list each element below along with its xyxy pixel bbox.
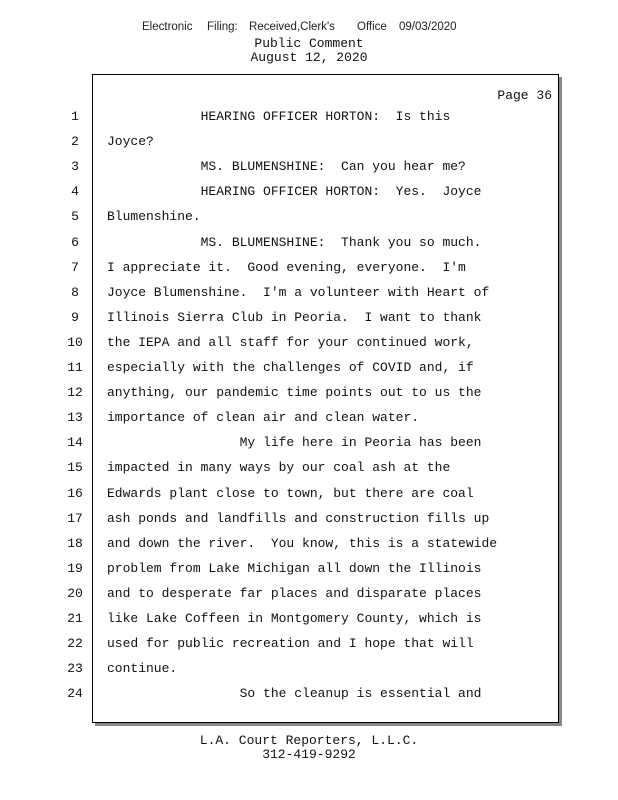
transcript-line-text: anything, our pandemic time points out to us the [107,385,482,401]
footer-company: L.A. Court Reporters, L.L.C. [199,733,419,748]
line-number: 18 [67,535,83,551]
transcript-line-text: impacted in many ways by our coal ash at the [107,460,451,476]
transcript-line-text: used for public recreation and I hope that will [107,636,474,652]
transcript-line-text: I appreciate it. Good evening, everyone. I'm [107,259,466,275]
transcript-line-text: the IEPA and all staff for your continued work, [107,334,474,350]
line-number: 8 [71,284,79,300]
line-number: 24 [67,686,83,702]
line-number: 11 [67,360,83,375]
line-number: 10 [67,334,83,350]
line-number: 4 [71,184,79,200]
transcript-line-text: MS. BLUMENSHINE: Can you hear me? [107,159,466,175]
line-number: 15 [67,460,83,476]
stamp-received: Received,Clerk's [249,21,335,33]
transcript-line-text: and down the river. You know, this is a statewide [107,535,498,551]
transcript-line-text: and to desperate far places and disparate places [107,585,482,601]
transcript-line-text: importance of clean air and clean water. [107,410,420,426]
line-number: 7 [71,259,79,275]
line-number: 14 [67,435,83,451]
header-title: Public Comment [254,36,364,51]
transcript-line-text: continue. [107,661,178,677]
transcript-line-text: Joyce Blumenshine. I'm a volunteer with Heart of [107,284,490,300]
header-date: August 12, 2020 [250,50,368,65]
transcript-line-text: MS. BLUMENSHINE: Thank you so much. [107,234,482,250]
line-number: 19 [67,560,83,576]
line-number: 2 [71,134,79,150]
transcript-line-text: ash ponds and landfills and construction fills up [107,510,490,526]
line-number: 17 [67,510,83,526]
transcript-line-text: like Lake Coffeen in Montgomery County, which is [107,611,482,626]
line-number: 9 [71,309,79,325]
line-number: 23 [67,661,83,677]
line-number: 6 [71,234,79,250]
line-number: 20 [67,585,83,601]
transcript-line-text: HEARING OFFICER HORTON: Yes. Joyce [107,184,482,200]
transcript-line-text: problem from Lake Michigan all down the Illinois [107,560,482,576]
stamp-date: 09/03/2020 [399,21,457,33]
line-number: 5 [71,209,79,225]
line-number: 3 [71,159,79,175]
line-number: 13 [67,410,83,426]
transcript-line-text: Edwards plant close to town, but there are coal [107,485,474,501]
transcript-line-text: Illinois Sierra Club in Peoria. I want to thank [107,309,482,325]
footer-phone: 312-419-9292 [262,747,356,762]
transcript-line-text: So the cleanup is essential and [107,686,482,702]
line-number: 22 [67,636,83,652]
transcript-line-text: Blumenshine. [107,209,201,225]
line-number: 1 [71,109,79,124]
transcript-line-text: Joyce? [107,134,154,150]
line-number: 21 [67,611,83,626]
transcript-line-text: HEARING OFFICER HORTON: Is this [107,109,451,124]
stamp-electronic: Electronic [142,21,193,33]
stamp-office: Office [357,21,387,33]
transcript-line-text: My life here in Peoria has been [107,435,482,451]
line-number: 12 [67,385,83,401]
stamp-filing: Filing: [207,21,238,33]
page-number: Page 36 [497,88,552,103]
transcript-line-text: especially with the challenges of COVID and, if [107,360,474,375]
line-number: 16 [67,485,83,501]
